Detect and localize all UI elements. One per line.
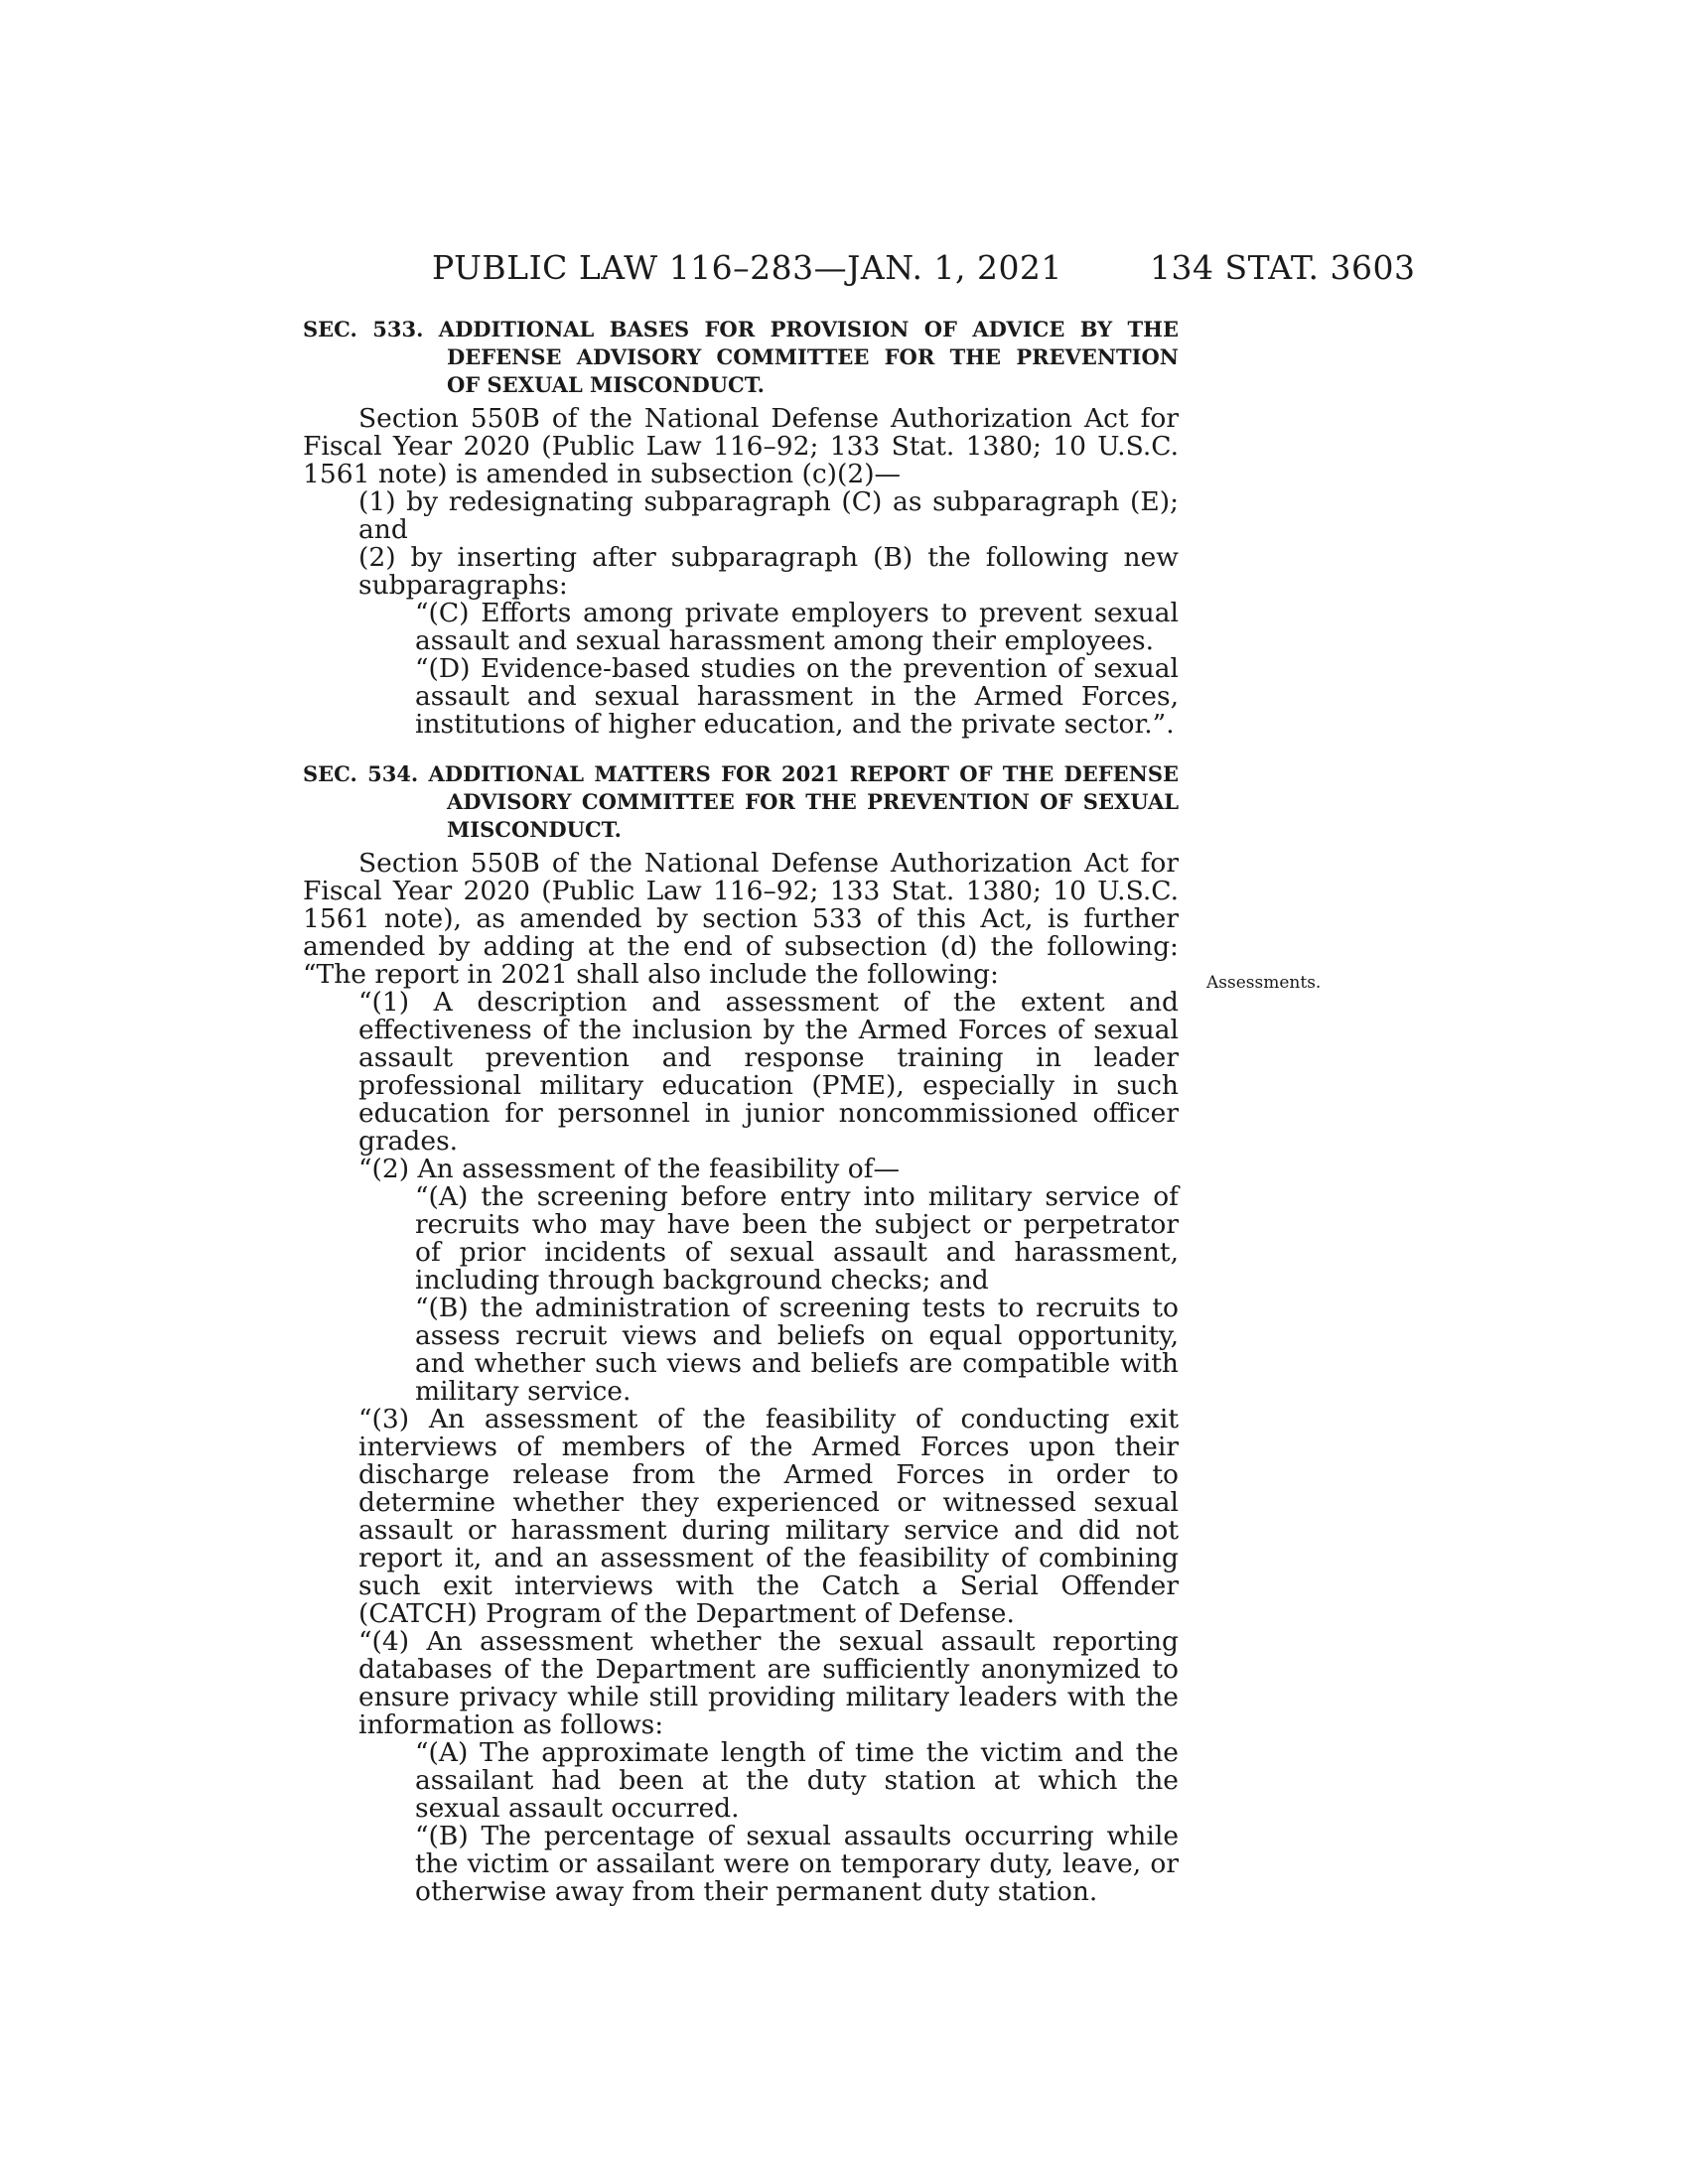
section-534-item-4: “(4) An assessment whether the sexual assault reporting databases of the Department are sufficiently anonymized to ensure privacy while still providing military leaders with the information as follows: (358, 1626, 1179, 1740)
section-533-body (303, 405, 1179, 739)
section-534-item-1: “(1) A description and assessment of the extent and effectiveness of the inclusion by the Armed Forces of sexual assault prevention and response training in leader professional military education (PME), especially in such education for personnel in junior noncommissioned officer grades. (358, 987, 1179, 1157)
section-533 (303, 316, 1179, 399)
section-534-item-4b: “(B) The percentage of sexual assaults occurring while the victim or assailant were on temporary duty, leave, or otherwise away from their permanent duty station. (415, 1821, 1179, 1907)
section-533-heading: SEC. 533. ADDITIONAL BASES FOR PROVISION OF ADVICE BY THE DEFENSE ADVISORY COMMITTEE FOR THE PREVENTION OF SEXUAL MISCONDUCT. (303, 317, 1179, 397)
page-header-stat: 134 STAT. 3603 (1150, 248, 1416, 287)
section-533-sub-c: “(C) Efforts among private employers to prevent sexual assault and sexual harassment among their employees. (415, 598, 1179, 656)
section-533-item-2: (2) by inserting after subparagraph (B) the following new subparagraphs: (358, 542, 1179, 601)
margin-note-assessments: Assessments. (1206, 973, 1322, 993)
section-533-item-1-text: (1) by redesignating subparagraph (C) as subparagraph (E); and (358, 486, 1179, 545)
section-534-item-3: “(3) An assessment of the feasibility of conducting exit interviews of members of the Armed Forces upon their discharge release from the Armed Forces in order to determine whether they experienced or witnessed sexual assault or harassment during military service and did not report it, and an assessment of the feasibility of combining such exit interviews with the Catch a Serial Offender (CATCH) Program of the Department of Defense. (358, 1404, 1179, 1629)
section-534-item-2b: “(B) the administration of screening tests to recruits to assess recruit views and beliefs on equal opportunity, and whether such views and beliefs are compatible with military service. (415, 1293, 1179, 1407)
section-534-heading: SEC. 534. ADDITIONAL MATTERS FOR 2021 REPORT OF THE DEFENSE ADVISORY COMMITTEE FOR THE PREVENTION OF SEXUAL MISCONDUCT. (303, 761, 1179, 842)
section-533-intro: Section 550B of the National Defense Authorization Act for Fiscal Year 2020 (Public Law 116–92; 133 Stat. 1380; 10 U.S.C. 1561 note) is amended in subsection (c)(2)— (303, 403, 1179, 489)
section-534-item-4a: “(A) The approximate length of time the victim and the assailant had been at the duty station at which the sexual assault occurred. (415, 1737, 1179, 1824)
section-534-item-2: “(2) An assessment of the feasibility of— (358, 1154, 901, 1184)
section-534-body (303, 850, 1179, 1906)
section-534-intro: Section 550B of the National Defense Authorization Act for Fiscal Year 2020 (Public Law 116–92; 133 Stat. 1380; 10 U.S.C. 1561 note), as amended by section 533 of this Act, is further amended by adding at the end of subsection (d) the following: “The report in 2021 shall also include the following: (303, 848, 1179, 990)
page-header-title: PUBLIC LAW 116–283—JAN. 1, 2021 (432, 248, 1062, 287)
section-533-sub-d: “(D) Evidence-based studies on the prevention of sexual assault and sexual harassment in the Armed Forces, institutions of higher education, and the private sector.”. (415, 653, 1179, 740)
section-534 (303, 760, 1179, 844)
section-534-item-2a: “(A) the screening before entry into military service of recruits who may have been the subject or perpetrator of prior incidents of sexual assault and harassment, including through background checks; and (415, 1181, 1179, 1296)
section-533-item-1 (303, 488, 1179, 544)
